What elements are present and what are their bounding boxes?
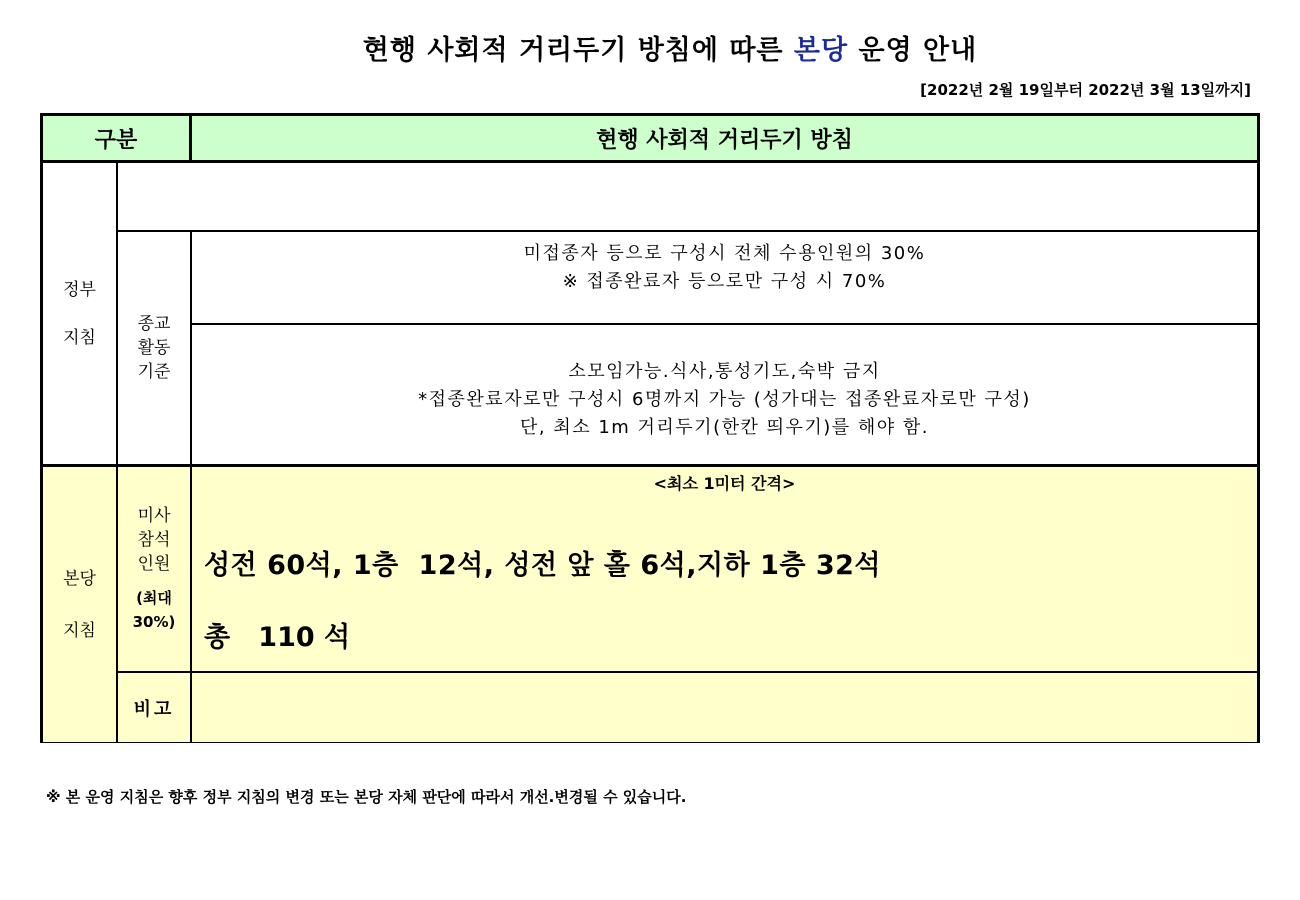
capacity-rule <box>192 232 1257 325</box>
page-title <box>0 28 1300 67</box>
mass-label-line4: (최대 <box>136 589 172 607</box>
capacity-rule-line2: ※ 접종완료자 등으로만 구성 시 70% <box>562 271 887 292</box>
header-policy: 현행 사회적 거리두기 방침 <box>192 116 1257 163</box>
small-group-rule-line1: 소모임가능.식사,통성기도,숙박 금지 <box>568 360 881 382</box>
period-range: [2022년 2월 19일부터 2022년 3월 13일까지] <box>920 81 1251 99</box>
spacing-note: <최소 1미터 간격> <box>653 474 796 493</box>
parish-label-line2: 지침 <box>63 620 96 641</box>
religious-label-line1: 종교 <box>137 314 171 334</box>
mass-label-line2: 참석 <box>137 530 171 550</box>
title-accent: 본당 <box>793 35 849 66</box>
mass-label-line1: 미사 <box>137 506 171 526</box>
small-group-rule-line2: *접종완료자로만 구성시 6명까지 가능 (성가대는 접종완료자로만 구성) <box>418 388 1031 410</box>
religious-label-line2: 활동 <box>137 338 171 358</box>
seat-allocation <box>192 467 1257 673</box>
guideline-table <box>40 113 1260 743</box>
parish-guideline-label <box>43 467 118 742</box>
mass-attendance-label <box>118 467 192 673</box>
religious-activity-label <box>118 232 192 467</box>
government-guideline-label <box>43 163 118 467</box>
title-suffix: 운영 안내 <box>848 35 978 66</box>
parish-label-line1: 본당 <box>63 568 96 589</box>
mass-label-line5: 30%) <box>132 613 176 631</box>
footnote: ※ 본 운영 지침은 향후 정부 지침의 변경 또는 본당 자체 판단에 따라서 개선.변경될 수 있습니다. <box>46 788 687 806</box>
remarks-label: 비고 <box>118 673 192 742</box>
small-group-rule <box>192 325 1257 467</box>
government-label-line2: 지침 <box>63 327 96 348</box>
capacity-rule-line1: 미접종자 등으로 구성시 전체 수용인원의 30% <box>523 243 926 264</box>
remarks-value <box>192 673 1257 742</box>
mass-label-line3: 인원 <box>137 554 171 574</box>
religious-label-line3: 기준 <box>137 362 171 382</box>
government-blank-row <box>118 163 1257 232</box>
seat-total: 총 110 석 <box>204 622 351 653</box>
header-category: 구분 <box>43 116 192 163</box>
seat-breakdown: 성전 60석, 1층 12석, 성전 앞 홀 6석,지하 1층 32석 <box>204 550 881 581</box>
title-prefix: 현행 사회적 거리두기 방침에 따른 <box>362 35 794 66</box>
small-group-rule-line3: 단, 최소 1m 거리두기(한칸 띄우기)를 해야 함. <box>519 416 929 438</box>
government-label-line1: 정부 <box>63 279 96 300</box>
